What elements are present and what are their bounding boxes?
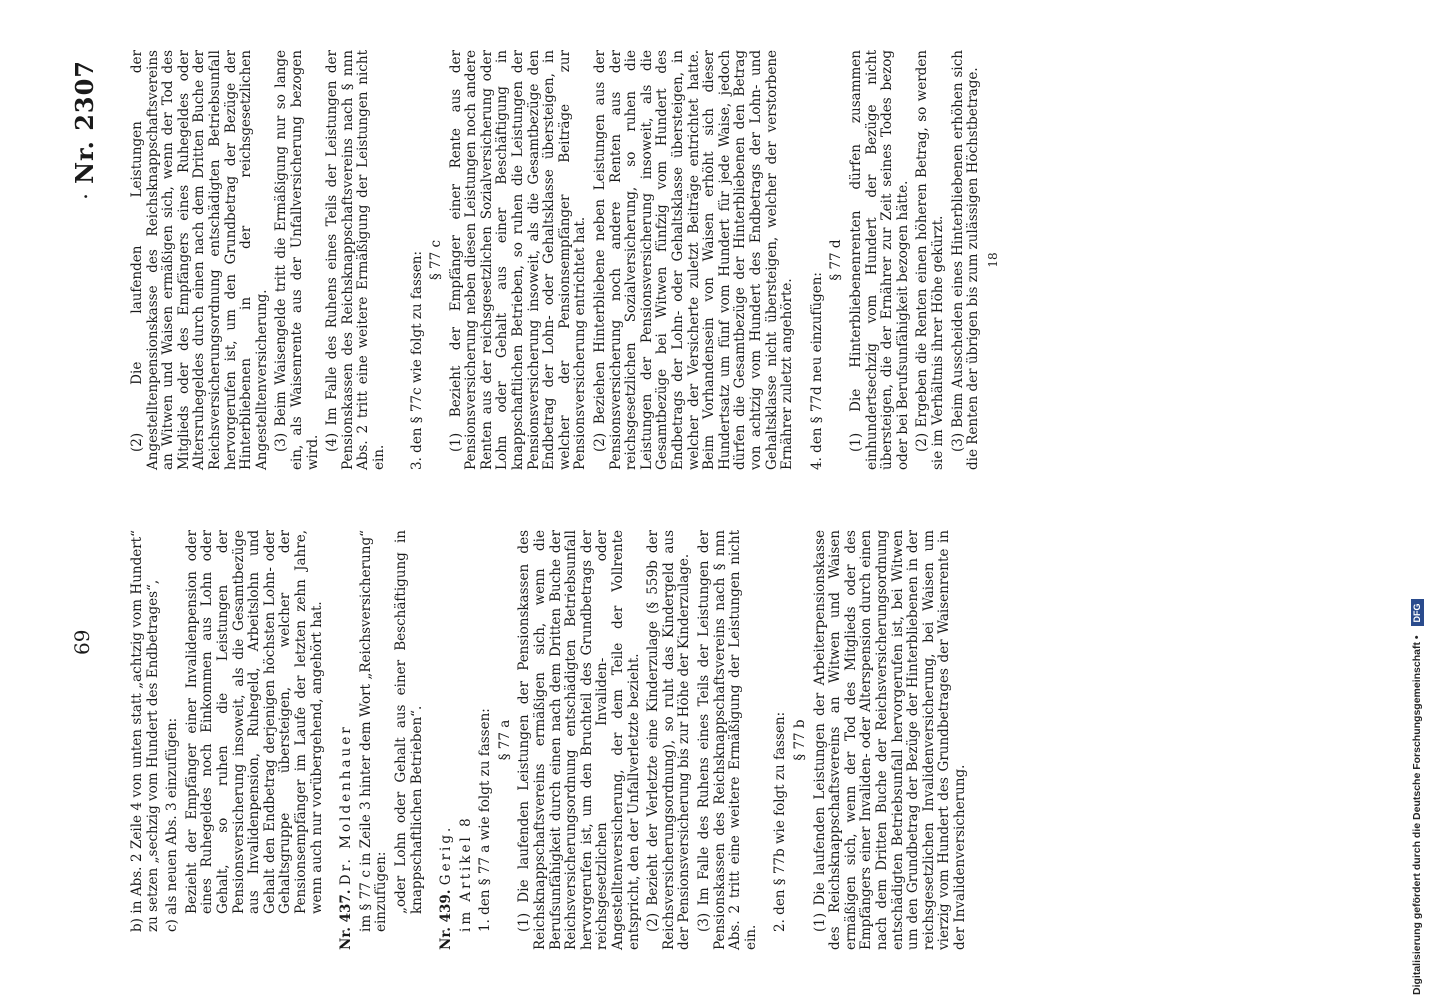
section-77b-para-4: (4) Im Falle des Ruhens eines Teils der Leistungen der Pensionskassen des Reichsknappschaftsvereins nach § nnn Abs. 2 tritt eine weitere Ermäßigung der Leistungen nicht ein. <box>324 50 387 470</box>
section-77a-para-3: (3) Im Falle des Ruhens eines Teils der Leistungen der Pensionskassen des Reichsknappschaftsvereins nach § nnn Abs. 2 tritt eine weitere Ermäßigung der Leistungen nicht ein. <box>696 530 759 950</box>
section-77d-heading: § 77 d <box>828 239 845 281</box>
page-header <box>70 60 110 940</box>
item-b: b) in Abs. 2 Zeile 4 von unten statt „achtzig vom Hundert“ zu setzen „sechzig vom Hundert des Endbetrages“, <box>129 530 161 932</box>
item-1: 1. den § 77 a wie folgt zu fassen: <box>477 708 494 932</box>
right-column <box>130 50 1005 470</box>
amendment-437 <box>339 530 355 950</box>
section-77a-para-2: (2) Bezieht der Verletzte eine Kinderzulage (§ 559b der Reichsversicherungsordnung), so ruht das Kindergeld aus der Pensionsversicherung bis zur Höhe der Kinderzulage. <box>645 530 693 950</box>
footer-page-number: 18 <box>985 252 1000 268</box>
sidebar-notice: Digitalisierung gefördert durch die Deutsche Forschungsgemeinschaft <box>1411 642 1423 995</box>
amendment-439-number: Nr. 439. <box>438 889 455 950</box>
left-column <box>130 530 973 950</box>
amendment-437-text: im § 77 c in Zeile 3 hinter dem Wort „Reichsversicherung“ einzufügen: <box>357 530 390 932</box>
amendment-439 <box>439 530 455 950</box>
item-c-text: Bezieht der Empfänger einer Invalidenpension oder eines Ruhegeldes noch Einkommen aus Lohn oder Gehalt, so ruhen die Leistungen der Pensionsversicherung insoweit, als die Gesamtbezüge aus Invalidenpension, Ruhegeld, Arbeitslohn und Gehalt den Endbetrag derjenigen höchsten Lohn- oder Gehaltsgruppe übersteigen, welcher der Pensionsempfänger im Laufe der letzten zehn Jahre, wenn auch nur vorübergehend, angehört hat. <box>183 530 325 914</box>
item-4: 4. den § 77d neu einzufügen: <box>808 272 825 470</box>
section-77b-para-1: (1) Die laufenden Leistungen der Arbeiterpensionskasse des Reichsknappschaftsvereins an Witwen und Waisen ermäßigen sich, wenn der Tod des Mitglieds oder des Empfängers einer Invaliden- oder Alterspension durch einen nach dem Dritten Buche der Reichsversicherungsordnung entschädigten Betriebsunfall hervorgerufen ist, bei Witwen um den Grundbetrag der Bezüge der Hinterbliebenen in der reichsgesetzlichen Invalidenversicherung, bei Waisen um vierzig vom Hundert des Grundbetrages der Waisenrente in der Invalidenversicherung. <box>811 530 968 950</box>
amendment-437-number: Nr. 437. <box>338 889 355 950</box>
sidebar-text <box>1404 5 1430 995</box>
item-3: 3. den § 77c wie folgt zu fassen: <box>408 250 425 470</box>
section-77d-para-3: (3) Beim Ausscheiden eines Hinterbliebenen erhöhen sich die Renten der übrigen bis zum zulässigen Höchstbetrage. <box>949 50 982 470</box>
item-2: 2. den § 77b wie folgt zu fassen: <box>772 711 789 932</box>
amendment-437-quote: „oder Lohn oder Gehalt aus einer Beschäftigung in knappschaftlichen Betrieben“. <box>392 530 425 914</box>
amendment-437-author: Dr. Moldenhauer <box>338 724 355 886</box>
section-77b-para-3: (3) Beim Waisengelde tritt die Ermäßigung nur so lange ein, als Waisenrente aus der Unfallversicherung bezogen wird. <box>273 50 321 470</box>
section-77c-para-1: (1) Bezieht der Empfänger einer Rente aus der Pensionsversicherung neben diesen Leistungen noch andere Renten aus der reichsgesetzlichen Sozialversicherung oder Lohn oder Gehalt aus einer Beschäftigung in knappschaftlichen Betrieben, so ruhen die Leistungen der Pensionsversicherung insoweit, als die Gesamtbezüge den Endbetrag der Lohn- oder Gehaltsklasse übersteigen, in welcher der Pensionsempfänger Beiträge zur Pensionsversicherung entrichtet hat. <box>447 50 589 470</box>
digitization-sidebar <box>1394 0 1434 1000</box>
artikel-ref: im Artikel 8 <box>457 815 474 932</box>
section-77b-para-2: (2) Die laufenden Leistungen der Angestelltenpensionskasse des Reichsknappschaftsvereins an Witwen und Waisen ermäßigen sich, wenn der Tod des Mitglieds oder des Empfängers eines Ruhegeldes oder Altersruhegeldes durch einen nach dem Dritten Buche der Reichsversicherungsordnung entschädigten Betriebsunfall hervorgerufen ist, um den Grundbetrag der Bezüge der Hinterbliebenen in der reichsgesetzlichen Angestelltenversicherung. <box>129 50 270 470</box>
header-dot: . <box>68 193 93 200</box>
sidebar-separator: • <box>1411 635 1423 640</box>
section-77c-heading: § 77 c <box>428 239 445 281</box>
dfg-logo: DFG <box>1411 599 1424 626</box>
section-77b-heading: § 77 b <box>791 719 808 761</box>
amendment-439-author: Gerig. <box>438 824 455 886</box>
section-77d-para-1: (1) Die Hinterbliebenenrenten dürfen zusammen einhundertsechzig vom Hundert der Bezüge nicht übersteigen, die der Ernährer zur Zeit seines Todes bezog oder bei Berufsunfähigkeit bezogen hätte. <box>847 50 911 470</box>
page-number: 69 <box>70 629 94 655</box>
section-77a-para-1: (1) Die laufenden Leistungen der Pensionskassen des Reichsknappschaftsvereins ermäßigen sich, wenn die Berufsunfähigkeit durch einen nach dem Dritten Buche der Reichsversicherungsordnung entschädigten Betriebsunfall hervorgerufen ist, um den Bruchteil des Grundbetrags der reichsgesetzlichen Invaliden- oder Angestelltenversicherung, der dem Teile der Vollrente entspricht, den der Unfallverletzte bezieht. <box>516 530 642 950</box>
section-77a-heading: § 77 a <box>496 719 513 761</box>
document-number: Nr. 2307 <box>70 60 99 184</box>
section-77c-para-2: (2) Beziehen Hinterbliebene neben Leistungen aus der Pensionsversicherung noch andere Renten aus der reichsgesetzlichen Sozialversicherung, so ruhen die Leistungen der Pensionsversicherung insoweit, als die Gesamtbezüge bei Witwen fünfzig vom Hundert des Endbetrags der Lohn- oder Gehaltsklasse übersteigen, in welcher der Versicherte zuletzt Beiträge entrichtet hatte. Beim Vorhandensein von Waisen erhöht sich dieser Hundertsatz um fünf vom Hundert für jede Waise, jedoch dürfen die Gesamtbezüge der Hinterbliebenen den Betrag von achtzig vom Hundert des Endbetrags der Lohn- und Gehaltsklasse nicht übersteigen, welcher der verstorbene Ernährer zuletzt angehörte. <box>592 50 796 470</box>
item-c: c) als neuen Abs. 3 einzufügen: <box>164 717 181 932</box>
section-77d-para-2: (2) Ergeben die Renten einen höheren Betrag, so werden sie im Verhältnis ihrer Höhe gekürzt. <box>914 50 946 470</box>
